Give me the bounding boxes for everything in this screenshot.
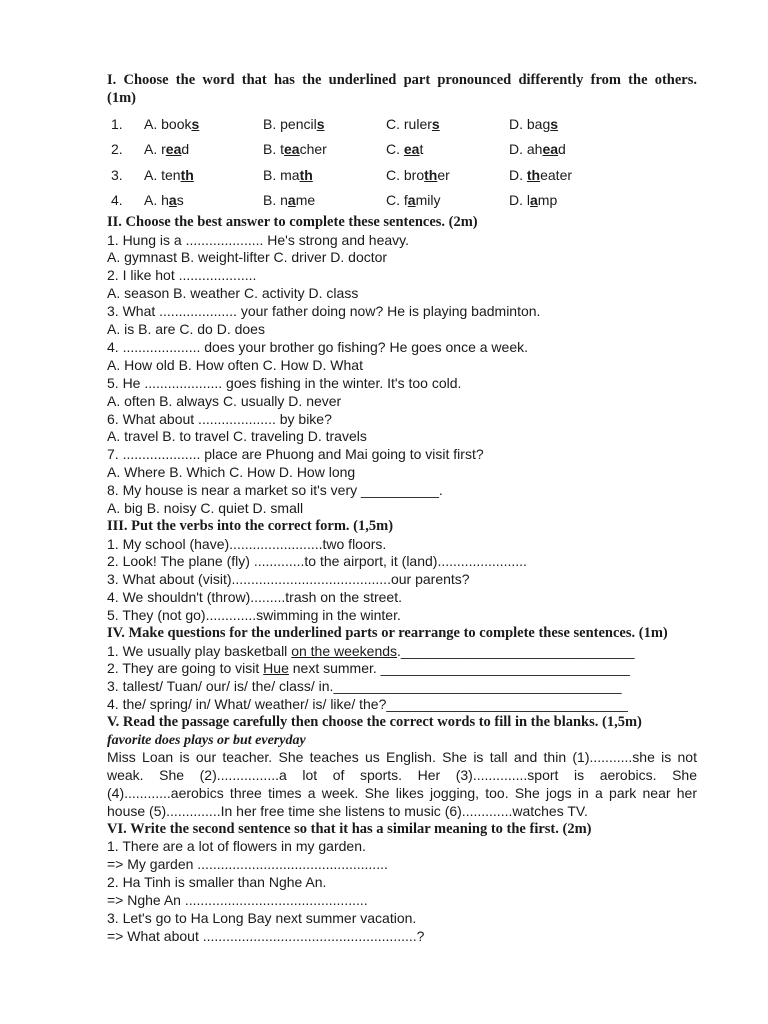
exercise-line: A. is B. are C. do D. does (107, 321, 265, 338)
underlined-sound: ea (542, 141, 559, 158)
question-number: 2. (111, 141, 123, 158)
exercise-line: A. big B. noisy C. quiet D. small (107, 500, 304, 517)
question-line (107, 643, 697, 661)
question-number: 1. (111, 115, 123, 132)
option-text: A. ten (144, 166, 181, 183)
exercise-line: => What about .......................................................? (107, 927, 425, 944)
option-text: t (419, 141, 424, 158)
exercise-line: 1. There are a lot of flowers in my garden. (107, 838, 366, 855)
exercise-line: 5. He .................... goes fishing in the winter. It's too cold. (107, 374, 462, 391)
option-text: er (437, 166, 450, 183)
exercise-line: => My garden ................................................. (107, 856, 388, 873)
option-text: eater (540, 166, 573, 183)
exercise-line: A. gymnast B. weight-lifter C. driver D. doctor (107, 249, 388, 266)
underlined-sound: ea (165, 141, 182, 158)
exercise-line: 7. .................... place are Phuong and Mai going to visit first? (107, 446, 484, 463)
option-text: cher (299, 141, 327, 158)
underlined-part: Hue (263, 660, 289, 677)
option-a (144, 162, 263, 188)
underlined-sound: a (530, 192, 538, 209)
pronunciation-row (107, 162, 629, 188)
underlined-sound: th (526, 166, 541, 183)
underlined-part: on the weekends (291, 642, 398, 659)
option-b (263, 162, 386, 188)
section-2-heading: II. Choose the best answer to complete these sentences. (2m) (107, 214, 478, 230)
exercise-line: => Nghe An ............................................... (107, 892, 368, 908)
exercise-line: 1. My school (have)........................two floors. (107, 535, 387, 552)
option-text: B. n (263, 192, 288, 209)
option-text: C. ruler (386, 115, 432, 132)
option-text: mily (415, 192, 441, 209)
question-line (107, 660, 697, 678)
option-text: A. r (144, 141, 166, 158)
exercise-line: A. How old B. How often C. How D. What (107, 356, 363, 373)
section-1-heading: I. Choose the word that has the underlined part pronounced differently from the others. (107, 72, 697, 88)
exercise-line: 2. I like hot .................... (107, 267, 257, 284)
exercise-line: A. travel B. to travel C. traveling D. travels (107, 428, 367, 445)
section-1 (107, 72, 697, 213)
section-4 (107, 625, 697, 714)
option-text: A. book (144, 115, 192, 132)
option-text: C. (386, 141, 404, 158)
option-text: C. f (386, 192, 408, 209)
underlined-sound: th (180, 166, 194, 183)
underlined-sound: s (191, 115, 200, 132)
exercise-line: 2. Ha Tinh is smaller than Nghe An. (107, 874, 327, 891)
section-5 (107, 714, 697, 821)
underlined-sound: ea (403, 141, 420, 158)
exercise-line: A. often B. always C. usually D. never (107, 392, 342, 409)
section-4-heading: IV. Make questions for the underlined parts or rearrange to complete these sentences. (1m) (107, 625, 668, 642)
option-d (509, 162, 629, 188)
option-text: d (181, 141, 190, 158)
underlined-sound: a (287, 192, 296, 209)
exercise-line: A. season B. weather C. activity D. class (107, 285, 359, 302)
exercise-line: 6. What about .................... by bike? (107, 410, 332, 427)
option-text: mp (537, 192, 558, 209)
exercise-line: 1. Hung is a .................... He's strong and heavy. (107, 231, 409, 248)
section-5-heading: V. Read the passage carefully then choose the correct words to fill in the blanks. (1,5m) (107, 714, 642, 731)
option-text: D. (509, 166, 527, 183)
exercise-line: 5. They (not go).............swimming in the winter. (107, 607, 401, 624)
option-text: D. ah (509, 141, 543, 158)
pronunciation-table (107, 111, 629, 213)
option-a (144, 137, 263, 163)
exercise-line: 4. We shouldn't (throw).........trash on the street. (107, 589, 402, 606)
exercise-line: 3. Let's go to Ha Long Bay next summer vacation. (107, 909, 417, 926)
option-text: A. h (144, 192, 169, 209)
underlined-sound: th (424, 166, 438, 183)
answer-blank: next summer. ________________________________ (288, 660, 630, 677)
option-text: D. l (509, 192, 530, 209)
pronunciation-row (107, 111, 629, 137)
pronunciation-row (107, 137, 629, 163)
section-6-heading: VI. Write the second sentence so that it has a similar meaning to the first. (2m) (107, 820, 592, 837)
option-b (263, 137, 386, 163)
option-text: d (558, 141, 566, 158)
question-number: 4. (111, 192, 123, 209)
option-c (386, 137, 509, 163)
option-c (386, 162, 509, 188)
option-text: B. pencil (263, 115, 317, 132)
reading-passage: Miss Loan is our teacher. She teaches us English. She is tall and thin (1)...........she is not weak. She (2)................a lot of sports. Her (3)..............sport is aerobics. She (4)............aerobics three times a week. She likes jogging, too. She jogs in a park near her house (5)..............In her free time she listens to music (6).............watches TV. (107, 749, 697, 819)
question-text: 2. They are going to visit (107, 660, 264, 677)
option-text: B. t (263, 141, 285, 158)
option-d (509, 137, 629, 163)
answer-blank: .______________________________ (397, 642, 635, 659)
underlined-sound: s (550, 115, 559, 132)
question-number: 3. (111, 166, 123, 183)
option-d (509, 111, 629, 137)
option-a (144, 188, 263, 214)
word-bank: favorite does plays or but everyday (107, 732, 306, 748)
exercise-line: 2. Look! The plane (fly) .............to the airport, it (land)....................... (107, 553, 527, 570)
section-1-heading-points: (1m) (107, 89, 136, 106)
option-c (386, 111, 509, 137)
worksheet (107, 72, 697, 946)
exercise-line: 4. .................... does your brother go fishing? He goes once a week. (107, 338, 529, 355)
section-6 (107, 821, 697, 946)
option-text: s (176, 192, 184, 209)
question-text: 1. We usually play basketball (107, 642, 292, 659)
option-text: me (295, 192, 316, 209)
option-c (386, 188, 509, 214)
underlined-sound: th (299, 166, 313, 183)
option-text: D. bag (509, 115, 551, 132)
question-line: 3. tallest/ Tuan/ our/ is/ the/ class/ in._____________________________________ (107, 678, 622, 695)
underlined-sound: s (431, 115, 440, 132)
exercise-line: 3. What .................... your father doing now? He is playing badminton. (107, 303, 541, 320)
exercise-line: 3. What about (visit).........................................our parents? (107, 571, 470, 588)
section-3-heading: III. Put the verbs into the correct form. (1,5m) (107, 518, 394, 534)
exercise-line: A. Where B. Which C. How D. How long (107, 464, 356, 481)
exercise-line: 8. My house is near a market so it's very __________. (107, 482, 443, 499)
underlined-sound: s (316, 115, 325, 132)
option-text: B. ma (263, 166, 300, 183)
option-b (263, 188, 386, 214)
question-line: 4. the/ spring/ in/ What/ weather/ is/ like/ the?_______________________________ (107, 696, 628, 713)
option-d (509, 188, 629, 214)
underlined-sound: ea (284, 141, 300, 158)
pronunciation-row (107, 188, 629, 214)
underlined-sound: a (407, 192, 416, 209)
option-a (144, 111, 263, 137)
option-text: C. bro (386, 166, 425, 183)
section-2 (107, 214, 697, 518)
option-b (263, 111, 386, 137)
section-3 (107, 518, 697, 625)
underlined-sound: a (168, 192, 177, 209)
